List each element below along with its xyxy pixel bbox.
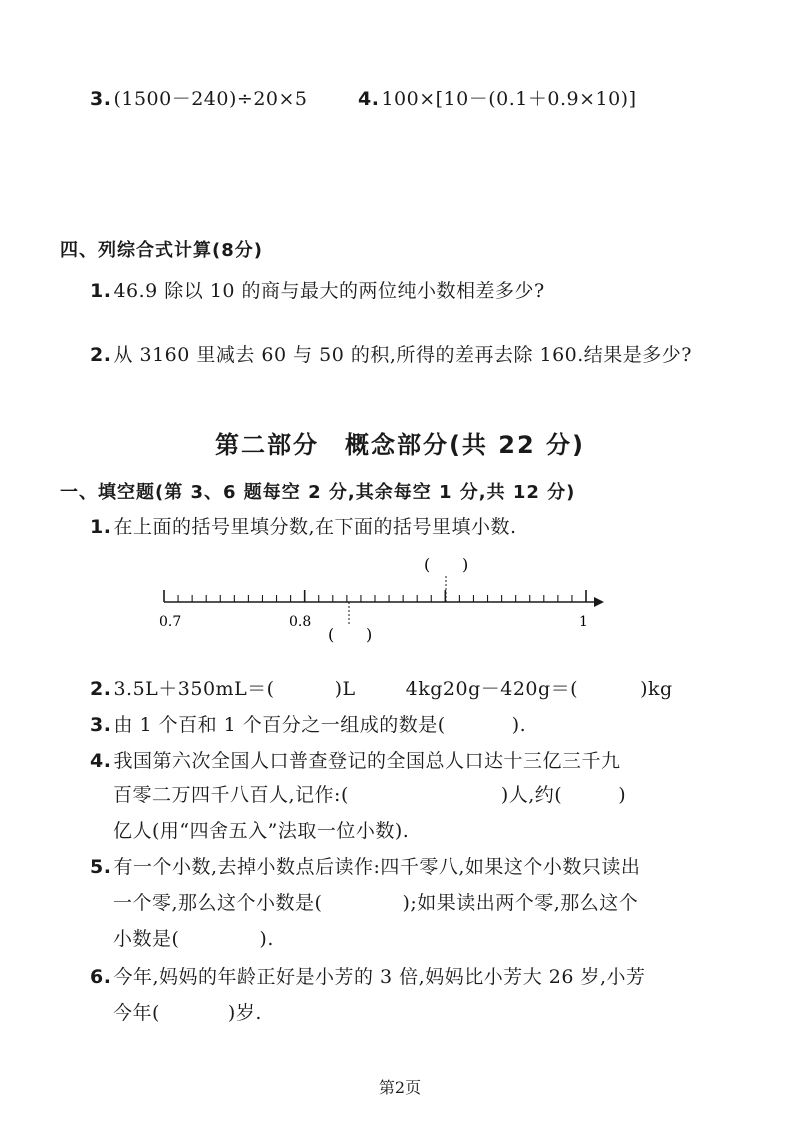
problem-number: 3. <box>90 88 112 110</box>
question-text: 百零二万四千八百人,记作:( <box>113 784 349 806</box>
number-line <box>150 548 620 648</box>
fill-question-4-line-3: 亿人(用“四舍五入”法取一位小数). <box>113 820 410 842</box>
question-number: 2. <box>90 344 112 366</box>
part2-title: 第二部分 概念部分(共 22 分) <box>214 431 586 459</box>
fill-question-4-line-1 <box>90 746 620 773</box>
question-text: 今年,妈妈的年龄正好是小芳的 3 倍,妈妈比小芳大 26 岁,小芳 <box>113 966 646 988</box>
fill-question-6-line-2 <box>113 998 262 1025</box>
lower-paren-close: ) <box>366 625 373 644</box>
label-1: 1 <box>579 614 588 630</box>
section4-question-1 <box>90 276 545 303</box>
question-text: 小数是( <box>113 928 180 950</box>
lower-paren-open: ( <box>328 625 335 644</box>
question-text: )人,约( <box>500 784 563 806</box>
question-text: ). <box>511 714 527 736</box>
question-text: )L <box>334 678 356 700</box>
question-number: 1. <box>90 280 112 302</box>
fill-question-2 <box>90 674 673 701</box>
fill-question-5-line-2 <box>113 888 638 915</box>
upper-paren-open: ( <box>424 555 431 574</box>
question-number: 1. <box>90 516 112 538</box>
question-number: 3. <box>90 714 112 736</box>
number-line-ticks <box>164 590 586 602</box>
question-text: 从 3160 里减去 60 与 50 的积,所得的差再去除 160.结果是多少? <box>113 344 692 366</box>
fill-question-6-line-1 <box>90 962 646 989</box>
question-text: )kg <box>640 678 673 700</box>
question-text: 由 1 个百和 1 个百分之一组成的数是( <box>113 714 446 736</box>
problem-expression: 100×[10－(0.1＋0.9×10)] <box>381 88 637 110</box>
question-text: 有一个小数,去掉小数点后读作:四千零八,如果这个小数只读出 <box>113 856 641 878</box>
problem-expression: (1500－240)÷20×5 <box>113 88 308 110</box>
problem-number: 4. <box>358 88 380 110</box>
question-text: 3.5L＋350mL＝( <box>113 678 275 700</box>
section4-question-2 <box>90 340 692 367</box>
question-text: 今年( <box>113 1002 160 1024</box>
calc-problem-4 <box>358 84 637 111</box>
question-number: 4. <box>90 750 112 772</box>
upper-paren-close: ) <box>462 555 469 574</box>
question-text: ). <box>259 928 274 950</box>
question-text: ) <box>618 784 627 806</box>
question-text: )岁. <box>227 1002 262 1024</box>
question-number: 6. <box>90 966 112 988</box>
question-number: 2. <box>90 678 112 700</box>
section4-title: 四、列综合式计算(8分) <box>60 240 263 261</box>
question-text: 一个零,那么这个小数是( <box>113 892 323 914</box>
question-text: 我国第六次全国人口普查登记的全国总人口达十三亿三千九 <box>113 750 621 772</box>
fill-question-5-line-3 <box>113 924 274 951</box>
question-text: 在上面的括号里填分数,在下面的括号里填小数. <box>113 516 517 538</box>
label-0-7: 0.7 <box>159 614 182 630</box>
fill-question-4-line-2 <box>113 780 626 807</box>
calc-problem-3 <box>90 84 308 111</box>
question-text: );如果读出两个零,那么这个 <box>402 892 639 914</box>
page-number: 第2页 <box>378 1078 422 1097</box>
question-number: 5. <box>90 856 112 878</box>
fill-question-1 <box>90 512 517 539</box>
label-0-8: 0.8 <box>289 614 312 630</box>
fill-question-5-line-1 <box>90 852 640 879</box>
fill-question-3 <box>90 710 526 737</box>
fill-section-title: 一、填空题(第 3、6 题每空 2 分,其余每空 1 分,共 12 分) <box>60 482 576 503</box>
question-text: 46.9 除以 10 的商与最大的两位纯小数相差多少? <box>113 280 545 302</box>
arrow-right-icon <box>594 597 604 607</box>
question-text: 4kg20g－420g＝( <box>405 678 579 700</box>
